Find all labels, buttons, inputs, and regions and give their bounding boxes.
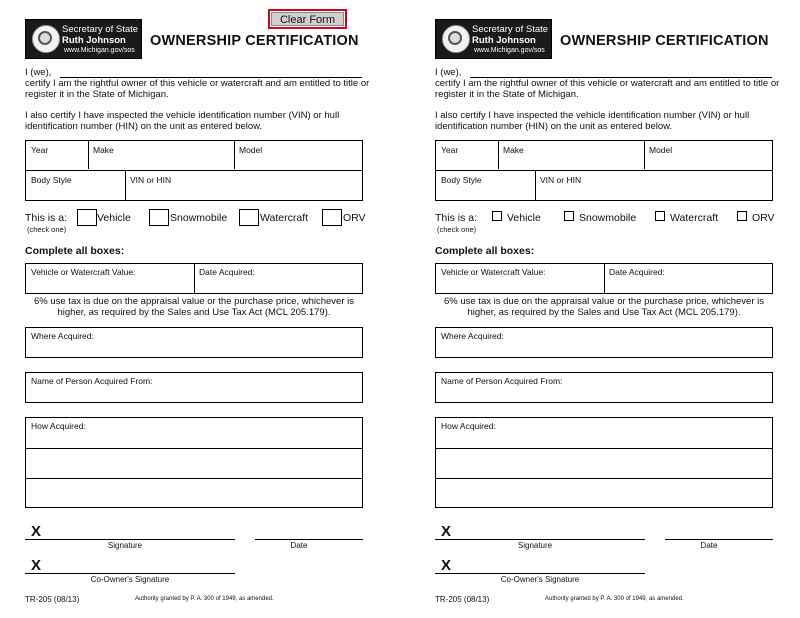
i-we-label: I (we), [25,67,52,78]
person-acquired-from-label: Name of Person Acquired From: [441,376,563,386]
watercraft-option-label: Watercraft [260,212,309,224]
authority-note: Authority granted by P. A. 300 of 1949, as amended. [545,596,684,602]
co-owner-signature-label: Co-Owner's Signature [500,575,580,584]
vehicle-table [435,140,773,201]
date-line[interactable] [255,539,363,540]
form-number: TR-205 (08/13) [25,595,80,604]
sos-logo [435,19,552,59]
body-style-field[interactable]: Body Style [31,175,72,185]
make-field[interactable]: Make [93,145,114,155]
tax-note-line2: higher, as required by the Sales and Use Tax Act (MCL 205.179). [467,307,741,318]
tax-note-line1: 6% use tax is due on the appraisal value or the purchase price, whichever is [33,296,354,307]
how-acquired-label: How Acquired: [441,421,496,431]
certify-line1: certify I am the rightful owner of this vehicle or watercraft and am entitled to title or [435,78,780,89]
vehicle-checkbox[interactable] [492,211,502,221]
vin-hin-field[interactable]: VIN or HIN [540,175,582,185]
value-field[interactable]: Vehicle or Watercraft Value: [441,267,546,277]
value-date-box [435,263,773,294]
co-owner-signature-label: Co-Owner's Signature [90,575,170,584]
vehicle-option-label: Vehicle [507,212,541,224]
co-owner-x: X [441,557,452,574]
signature-label: Signature [517,541,553,550]
certify-line4: identification number (HIN) on the unit as entered below. [25,121,263,132]
this-is-a-label: This is a: [435,212,478,224]
vehicle-checkbox[interactable] [77,209,97,226]
person-acquired-from-field[interactable] [435,372,773,403]
person-acquired-from-label: Name of Person Acquired From: [31,376,153,386]
how-acquired-label: How Acquired: [31,421,86,431]
michigan-seal-icon [32,25,60,53]
orv-option-label: ORV [343,212,366,224]
tax-note-line2: higher, as required by the Sales and Use Tax Act (MCL 205.179). [57,307,331,318]
snowmobile-option-label: Snowmobile [579,212,637,224]
authority-note: Authority granted by P. A. 300 of 1949, as amended. [135,596,274,602]
logo-line2: Ruth Johnson [62,35,126,46]
value-date-box [25,263,363,294]
this-is-a-label: This is a: [25,212,68,224]
date-label: Date [290,541,308,550]
person-acquired-from-field[interactable] [25,372,363,403]
signature-label: Signature [107,541,143,550]
body-style-field[interactable]: Body Style [441,175,482,185]
form-right [435,0,795,618]
form-number: TR-205 (08/13) [435,595,490,604]
logo-line3: www.Michigan.gov/sos [64,47,135,54]
complete-all-label: Complete all boxes: [25,245,125,257]
watercraft-checkbox[interactable] [239,209,259,226]
where-acquired-label: Where Acquired: [31,331,94,341]
date-acquired-field[interactable]: Date Acquired: [199,267,255,277]
model-field[interactable]: Model [239,145,263,155]
check-one-label: (check one) [437,225,477,234]
watercraft-option-label: Watercraft [670,212,719,224]
snowmobile-checkbox[interactable] [564,211,574,221]
clear-form-button[interactable] [268,9,347,29]
logo-line2: Ruth Johnson [472,35,536,46]
vehicle-option-label: Vehicle [97,212,131,224]
co-owner-signature-line[interactable] [25,573,235,574]
form-left [25,0,385,618]
certify-line3: I also certify I have inspected the vehicle identification number (VIN) or hull [25,110,340,121]
where-acquired-field[interactable] [25,327,363,358]
value-field[interactable]: Vehicle or Watercraft Value: [31,267,136,277]
signature-x: X [441,523,452,540]
form-title: OWNERSHIP CERTIFICATION [150,33,359,49]
orv-checkbox[interactable] [737,211,747,221]
check-one-label: (check one) [27,225,67,234]
model-field[interactable]: Model [649,145,673,155]
how-acquired-field[interactable] [435,417,773,508]
certify-line3: I also certify I have inspected the vehicle identification number (VIN) or hull [435,110,750,121]
year-field[interactable]: Year [31,145,49,155]
where-acquired-label: Where Acquired: [441,331,504,341]
orv-option-label: ORV [752,212,775,224]
form-title: OWNERSHIP CERTIFICATION [560,33,769,49]
date-acquired-field[interactable]: Date Acquired: [609,267,665,277]
date-label: Date [700,541,718,550]
signature-line[interactable] [435,539,645,540]
vehicle-table [25,140,363,201]
snowmobile-option-label: Snowmobile [170,212,228,224]
co-owner-x: X [31,557,42,574]
clear-form-label: Clear Form [271,12,344,26]
sos-logo [25,19,142,59]
certify-line4: identification number (HIN) on the unit as entered below. [435,121,673,132]
i-we-label: I (we), [435,67,462,78]
snowmobile-checkbox[interactable] [149,209,169,226]
where-acquired-field[interactable] [435,327,773,358]
certify-line2: register it in the State of Michigan. [25,89,169,100]
vin-hin-field[interactable]: VIN or HIN [130,175,172,185]
year-field[interactable]: Year [441,145,459,155]
certify-line2: register it in the State of Michigan. [435,89,579,100]
signature-x: X [31,523,42,540]
michigan-seal-icon [442,25,470,53]
logo-line3: www.Michigan.gov/sos [474,47,545,54]
how-acquired-field[interactable] [25,417,363,508]
tax-note-line1: 6% use tax is due on the appraisal value or the purchase price, whichever is [443,296,764,307]
date-line[interactable] [665,539,773,540]
logo-line1: Secretary of State [472,24,549,35]
certify-line1: certify I am the rightful owner of this vehicle or watercraft and am entitled to title or [25,78,370,89]
logo-line1: Secretary of State [62,24,139,35]
co-owner-signature-line[interactable] [435,573,645,574]
complete-all-label: Complete all boxes: [435,245,535,257]
make-field[interactable]: Make [503,145,524,155]
orv-checkbox[interactable] [322,209,342,226]
watercraft-checkbox[interactable] [655,211,665,221]
signature-line[interactable] [25,539,235,540]
